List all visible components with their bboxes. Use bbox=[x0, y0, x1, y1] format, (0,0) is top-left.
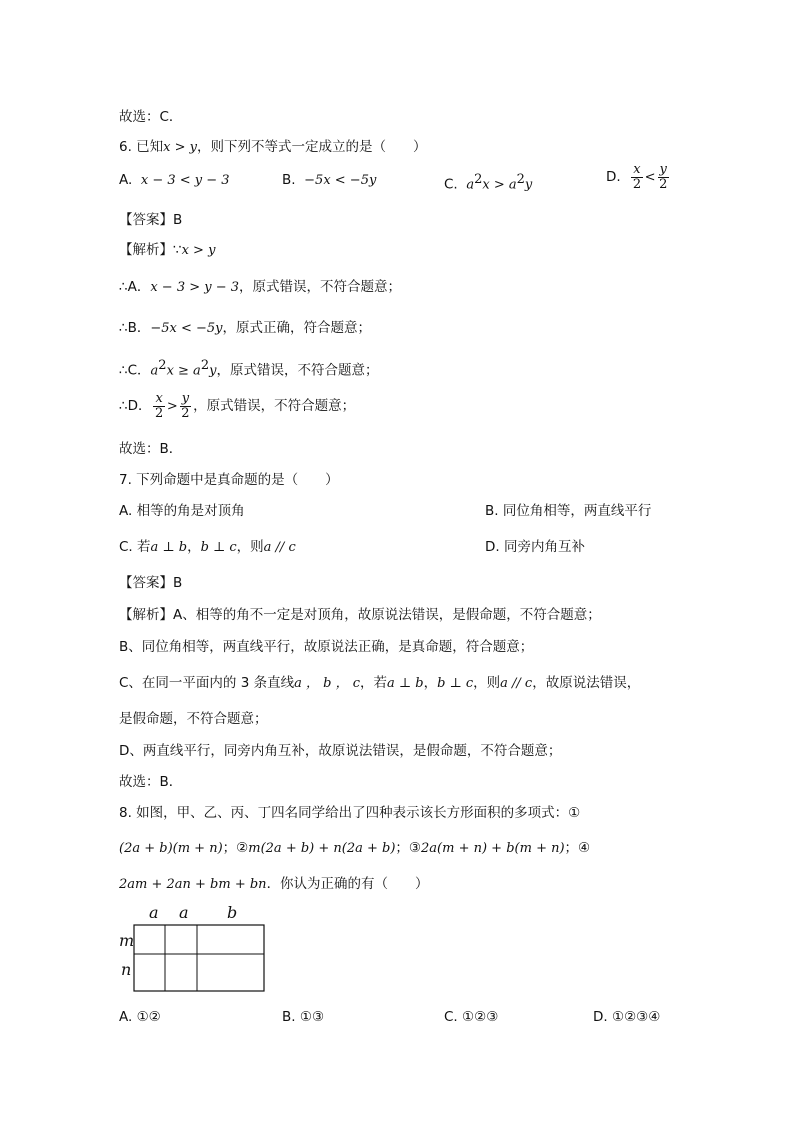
q8-polynomials: (2a + b)(m + n)；②m(2a + b) + n(2a + b)；③2a(m + n) + b(m + n)；④ bbox=[119, 840, 591, 856]
label-n: n bbox=[121, 960, 132, 979]
q6-analysis: 【解析】∵x > y bbox=[119, 242, 216, 258]
q8-option-a: A. ①② bbox=[119, 1009, 161, 1025]
q6-option-b: B. −5x < −5y bbox=[282, 172, 377, 188]
q7-option-c: C. 若a ⊥ b，b ⊥ c，则a // c bbox=[119, 539, 296, 555]
q7-answer: 【答案】B bbox=[119, 575, 183, 591]
label-a1: a bbox=[149, 903, 159, 922]
q6-option-c: C. $a^2x > a^2y$ bbox=[444, 172, 533, 193]
q6-analysis-c: ∴C．$a^2x \ge a^2y$，原式错误，不符合题意； bbox=[119, 358, 379, 379]
q7-stem: 7. 下列命题中是真命题的是（ ） bbox=[119, 472, 339, 488]
q8-stem: 8. 如图，甲、乙、丙、丁四名同学给出了四种表示该长方形面积的多项式：① bbox=[119, 805, 581, 821]
label-a2: a bbox=[179, 903, 189, 922]
q8-option-d: D. ①②③④ bbox=[593, 1009, 661, 1025]
q7-choose: 故选：B． bbox=[119, 774, 183, 790]
q7-analysis-2: B、同位角相等，两直线平行，故原说法正确，是真命题，符合题意； bbox=[119, 639, 534, 655]
q6-option-d: D. $\frac{x}{2}$ < $\frac{y}{2}$ bbox=[606, 162, 668, 192]
label-b: b bbox=[227, 903, 238, 922]
q8-option-b: B. ①③ bbox=[282, 1009, 325, 1025]
q6-analysis-d: ∴D． $\frac{x}{2}$ > $\frac{y}{2}$ ，原式错误，不符合题意； bbox=[119, 391, 356, 421]
q6-analysis-a: ∴A．x − 3 > y − 3，原式错误，不符合题意； bbox=[119, 279, 402, 295]
q7-analysis-3: C、在同一平面内的 3 条直线a ， b ， c，若a ⊥ b，b ⊥ c，则a // c，故原说法错误， bbox=[119, 675, 641, 691]
rectangle-figure bbox=[115, 903, 275, 995]
q7-analysis-5: D、两直线平行，同旁内角互补，故原说法错误，是假命题，不符合题意； bbox=[119, 743, 562, 759]
q6-stem: 6. 已知x > y，则下列不等式一定成立的是（ ） bbox=[119, 139, 427, 155]
q7-option-b: B. 同位角相等，两直线平行 bbox=[485, 503, 652, 519]
q6-analysis-b: ∴B．−5x < −5y，原式正确，符合题意； bbox=[119, 320, 372, 336]
q6-option-a: A. x − 3 < y − 3 bbox=[119, 172, 230, 188]
q7-analysis-1: 【解析】A、相等的角不一定是对顶角，故原说法错误，是假命题，不符合题意； bbox=[119, 607, 601, 623]
q6-choose: 故选：B． bbox=[119, 441, 183, 457]
q8-question: 2am + 2an + bm + bn．你认为正确的有（ ） bbox=[119, 876, 429, 892]
q7-analysis-4: 是假命题，不符合题意； bbox=[119, 711, 268, 727]
q7-option-d: D. 同旁内角互补 bbox=[485, 539, 585, 555]
q7-option-a: A. 相等的角是对顶角 bbox=[119, 503, 245, 519]
rectangle-grid bbox=[115, 903, 275, 995]
choose-line: 故选：C． bbox=[119, 109, 183, 125]
q8-option-c: C. ①②③ bbox=[444, 1009, 499, 1025]
q6-answer: 【答案】B bbox=[119, 212, 183, 228]
label-m: m bbox=[119, 931, 135, 950]
